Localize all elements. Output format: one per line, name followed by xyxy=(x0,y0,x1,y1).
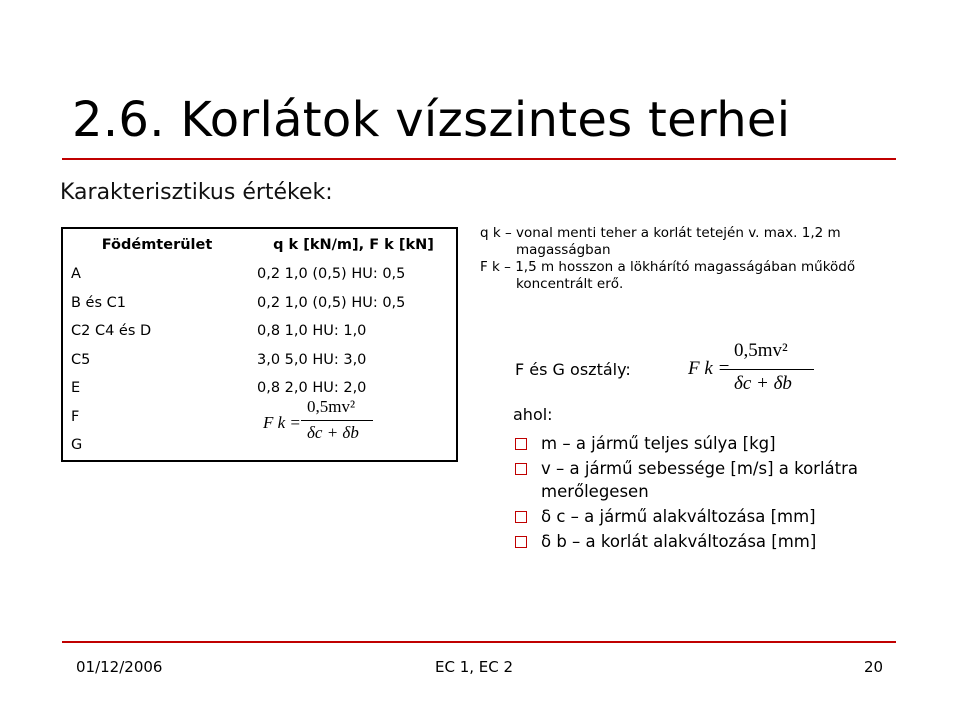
list-item xyxy=(513,432,933,455)
title-divider xyxy=(62,158,896,160)
table-row xyxy=(62,374,457,403)
note-fk xyxy=(480,259,940,276)
page-number: 20 xyxy=(864,658,884,676)
fg-formula-numerator: 0,5mv² xyxy=(734,340,788,361)
note-fk-continuation: koncentrált erő. xyxy=(516,276,624,292)
table-header-area: Födémterület xyxy=(101,236,213,253)
table-cell-value: 0,2 1,0 (0,5) HU: 0,5 xyxy=(257,266,406,283)
note-qk-text: – vonal menti teher a korlát tetején v. max. 1,2 m xyxy=(504,225,841,241)
table-cell-value: 0,8 1,0 HU: 1,0 xyxy=(257,323,367,340)
table-cell-value: 0,8 2,0 HU: 2,0 xyxy=(257,380,367,397)
table-header-value: q k [kN/m], F k [kN] xyxy=(273,236,434,253)
fg-formula-bar xyxy=(728,369,814,370)
table-cell-area: G xyxy=(71,437,83,454)
bullet-text: δ c – a jármű alakváltozása [mm] xyxy=(541,507,816,526)
table-cell-value: 0,2 1,0 (0,5) HU: 0,5 xyxy=(257,294,406,311)
table-row xyxy=(62,289,457,318)
table-formula-denominator: δc + δb xyxy=(307,422,359,442)
table-cell-area: B és C1 xyxy=(71,294,126,311)
table-formula-lhs: F k = xyxy=(263,412,301,432)
table-row xyxy=(62,403,457,432)
square-bullet-icon xyxy=(515,536,527,548)
table-cell-area: C5 xyxy=(71,351,91,368)
list-item xyxy=(513,530,933,553)
table-formula-bar xyxy=(301,420,373,421)
slide-subtitle: Karakterisztikus értékek: xyxy=(60,180,333,205)
footer-center: EC 1, EC 2 xyxy=(435,658,514,676)
footer-divider xyxy=(62,641,896,643)
table-row xyxy=(62,317,457,346)
fg-class-label: F és G osztály: xyxy=(515,360,631,379)
variable-definitions xyxy=(513,432,933,555)
table-row xyxy=(62,346,457,375)
table-header-row xyxy=(62,228,457,260)
table-formula-cell xyxy=(251,396,457,461)
table-formula-numerator: 0,5mv² xyxy=(307,396,356,416)
characteristic-values-table xyxy=(61,227,458,462)
square-bullet-icon xyxy=(515,438,527,450)
list-item xyxy=(513,505,933,528)
fg-formula-denominator: δc + δb xyxy=(734,373,792,394)
footer-date: 01/12/2006 xyxy=(76,658,163,676)
square-bullet-icon xyxy=(515,463,527,475)
bullet-text: m – a jármű teljes súlya [kg] xyxy=(541,434,776,453)
bullet-text: v – a jármű sebessége [m/s] a korlátra merőlegesen xyxy=(541,459,859,501)
table-cell-area: A xyxy=(71,266,81,283)
note-fk-text: – 1,5 m hosszon a lökhárító magasságában működő xyxy=(504,259,856,275)
fg-formula-lhs: F k = xyxy=(688,358,731,379)
note-qk-continuation: magasságban xyxy=(516,242,611,258)
load-notes xyxy=(480,225,940,293)
square-bullet-icon xyxy=(515,511,527,523)
table-row xyxy=(62,260,457,289)
where-label: ahol: xyxy=(513,405,553,424)
note-qk xyxy=(480,225,940,242)
table-cell-area: F xyxy=(71,408,80,425)
note-qk-label: q k xyxy=(480,225,501,241)
note-fk-label: F k xyxy=(480,259,500,275)
list-item xyxy=(513,457,933,503)
fg-formula xyxy=(688,340,818,402)
table-cell-area: C2 C4 és D xyxy=(71,323,152,340)
table-cell-area: E xyxy=(71,380,81,397)
table-cell-value: 3,0 5,0 HU: 3,0 xyxy=(257,351,367,368)
slide-title: 2.6. Korlátok vízszintes terhei xyxy=(72,92,791,148)
bullet-text: δ b – a korlát alakváltozása [mm] xyxy=(541,532,817,551)
